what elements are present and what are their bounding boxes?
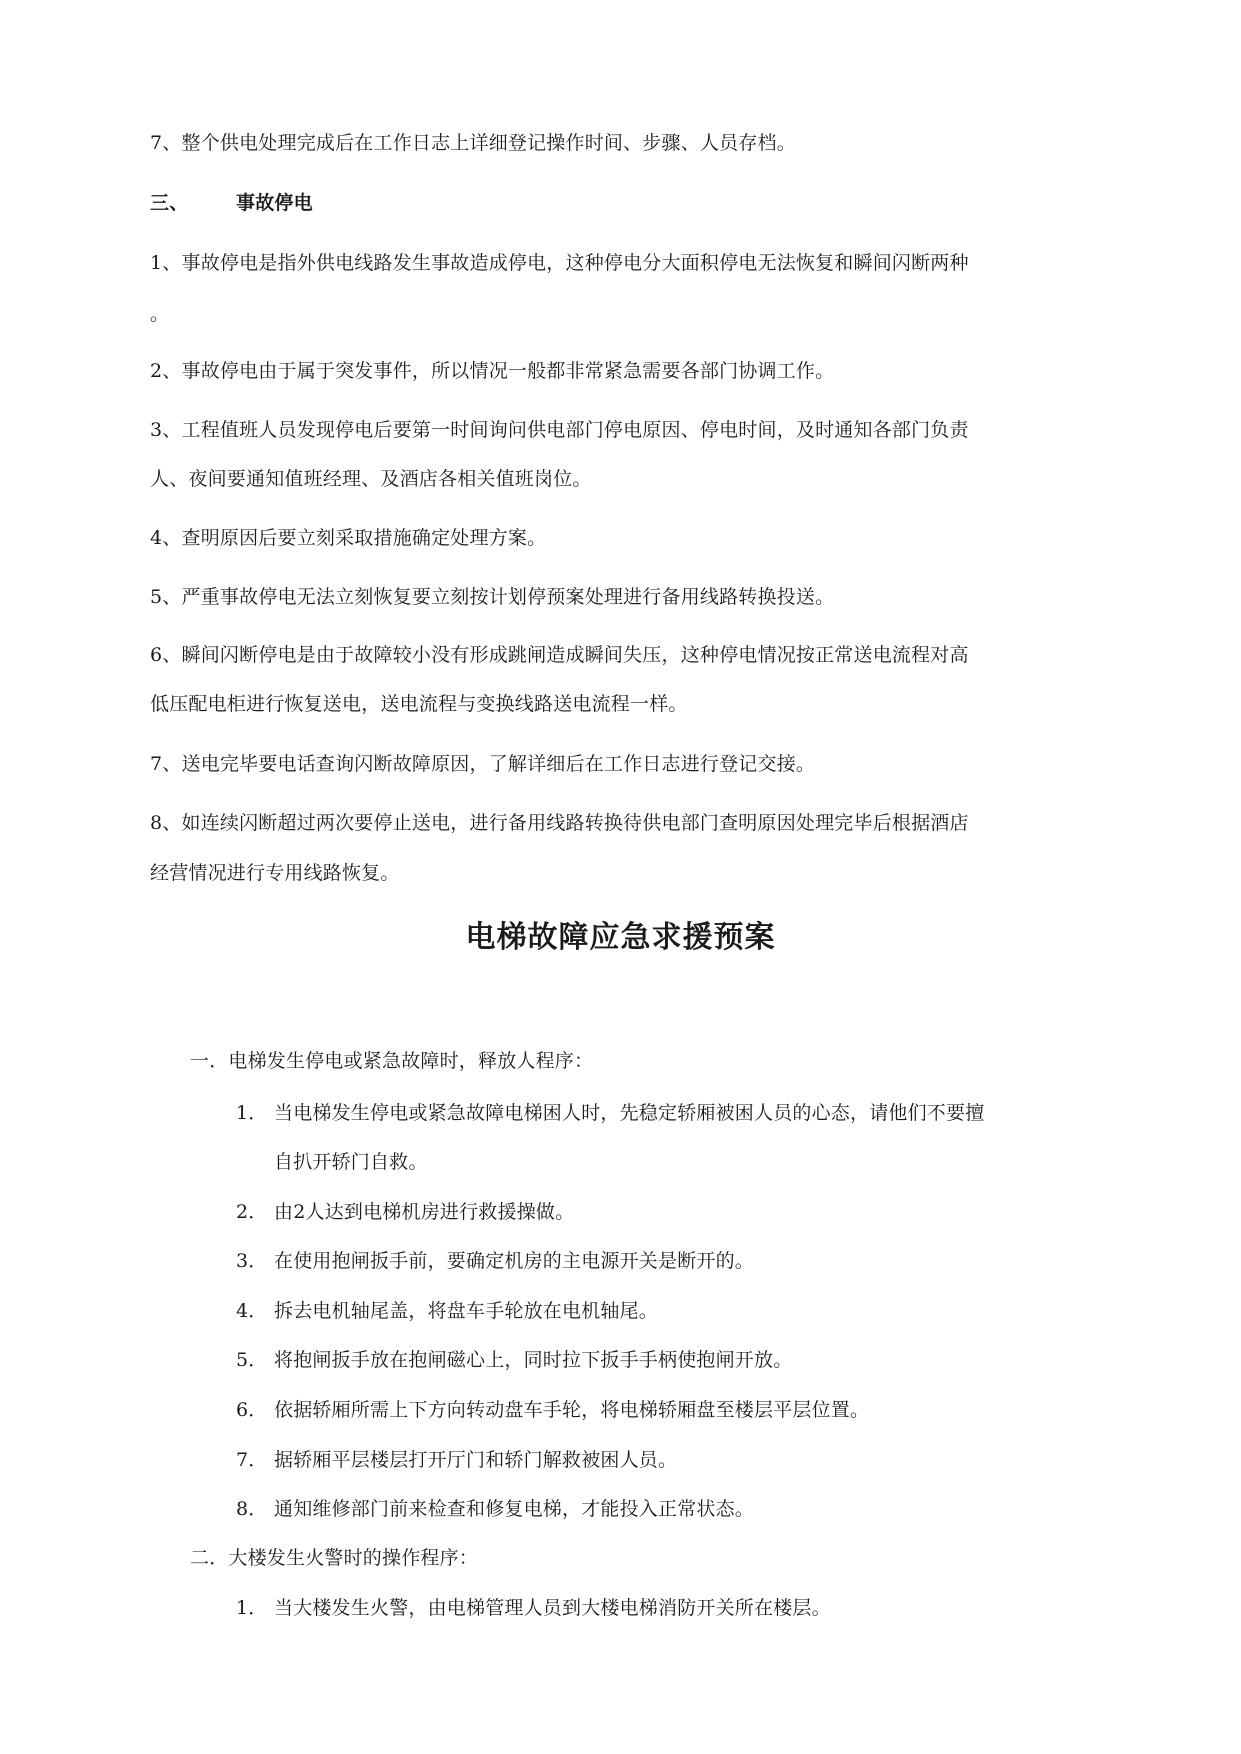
section-3-line: 8、如连续闪断超过两次要停止送电，进行备用线路转换待供电部门查明原因处理完毕后根据酒店: [150, 812, 969, 834]
section-3-line: 2、事故停电由于属于突发事件，所以情况一般都非常紧急需要各部门协调工作。: [150, 360, 835, 382]
section-3-line: 经营情况进行专用线路恢复。: [150, 862, 400, 884]
part-2-step-text: 当大楼发生火警，由电梯管理人员到大楼电梯消防开关所在楼层。: [274, 1597, 831, 1619]
part-1-step-text: 将抱闸扳手放在抱闸磁心上，同时拉下扳手手柄使抱闸开放。: [274, 1349, 793, 1371]
section-3-line: 人、夜间要通知值班经理、及酒店各相关值班岗位。: [150, 468, 592, 490]
section-3-number: 三、: [150, 192, 189, 214]
part-1-step-text: 自扒开轿门自救。: [274, 1151, 428, 1173]
part-1-step-number: 8．: [236, 1498, 268, 1520]
prev-section-item-7: 7、整个供电处理完成后在工作日志上详细登记操作时间、步骤、人员存档。: [150, 132, 796, 154]
part-2-step-number: 1．: [236, 1597, 268, 1619]
part-1-step-text: 依据轿厢所需上下方向转动盘车手轮，将电梯轿厢盘至楼层平层位置。: [274, 1399, 870, 1421]
section-3-line: 6、瞬间闪断停电是由于故障较小没有形成跳闸造成瞬间失压，这种停电情况按正常送电流程对高: [150, 644, 969, 666]
section-3-line: 低压配电柜进行恢复送电，送电流程与变换线路送电流程一样。: [150, 693, 688, 715]
section-3-line: 4、查明原因后要立刻采取措施确定处理方案。: [150, 527, 547, 549]
part-1-step-text: 据轿厢平层楼层打开厅门和轿门解救被困人员。: [274, 1449, 678, 1471]
section-3-line: 。: [150, 303, 170, 325]
part-1-step-number: 7．: [236, 1449, 268, 1471]
part-1-step-text: 由2人达到电梯机房进行救援操做。: [274, 1201, 575, 1223]
section-3-line: 1、事故停电是指外供电线路发生事故造成停电，这种停电分大面积停电无法恢复和瞬间闪断两种: [150, 252, 969, 274]
part-2-heading: 二．大楼发生火警时的操作程序：: [190, 1547, 479, 1569]
part-1-step-text: 当电梯发生停电或紧急故障电梯困人时，先稳定轿厢被困人员的心态，请他们不要擅: [274, 1102, 985, 1124]
elevator-plan-title: 电梯故障应急求援预案: [465, 920, 776, 955]
part-1-step-number: 2．: [236, 1201, 268, 1223]
part-1-step-text: 在使用抱闸扳手前，要确定机房的主电源开关是断开的。: [274, 1250, 755, 1272]
part-1-step-text: 通知维修部门前来检查和修复电梯，才能投入正常状态。: [274, 1498, 755, 1520]
part-1-step-text: 拆去电机轴尾盖，将盘车手轮放在电机轴尾。: [274, 1300, 659, 1322]
part-1-step-number: 3．: [236, 1250, 268, 1272]
part-1-step-number: 4．: [236, 1300, 268, 1322]
part-1-step-number: 6．: [236, 1399, 268, 1421]
section-3-line: 7、送电完毕要电话查询闪断故障原因，了解详细后在工作日志进行登记交接。: [150, 753, 816, 775]
section-3-line: 3、工程值班人员发现停电后要第一时间询问供电部门停电原因、停电时间，及时通知各部门负责: [150, 419, 969, 441]
part-1-step-number: 1．: [236, 1102, 268, 1124]
part-1-heading: 一．电梯发生停电或紧急故障时，释放人程序：: [190, 1050, 594, 1072]
section-3-heading: 事故停电: [236, 192, 313, 214]
section-3-line: 5、严重事故停电无法立刻恢复要立刻按计划停预案处理进行备用线路转换投送。: [150, 586, 835, 608]
part-1-step-number: 5．: [236, 1349, 268, 1371]
